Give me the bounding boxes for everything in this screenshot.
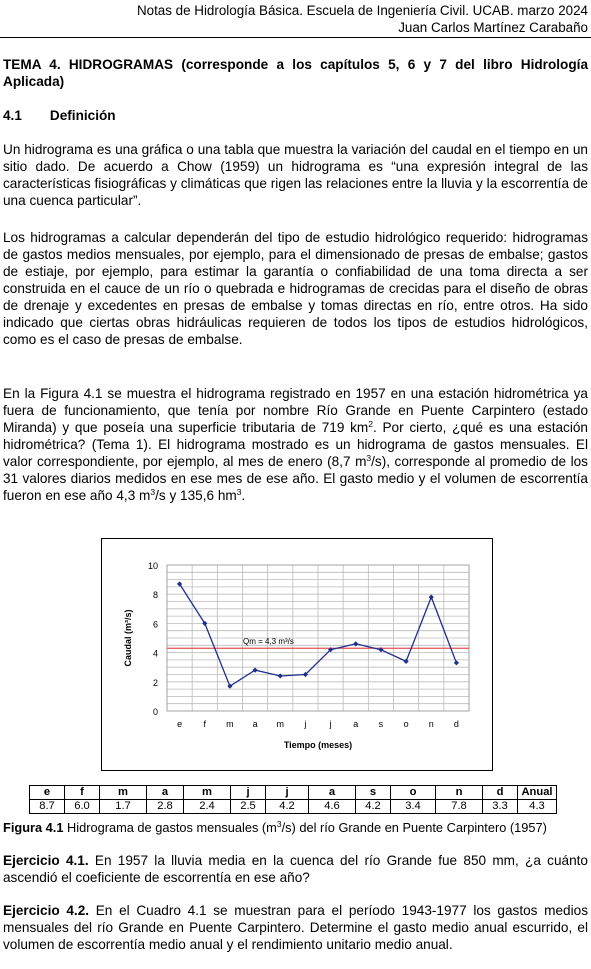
table-value-cell: 6.0 [65, 800, 100, 814]
table-value-cell: 4.3 [518, 800, 557, 814]
table-value-cell: 8.7 [30, 800, 65, 814]
table-header-row [30, 786, 557, 800]
section-title: Definición [49, 108, 116, 123]
x-tick-label: j [304, 719, 307, 729]
table-header-cell: j [266, 786, 309, 800]
x-axis-label: Tiempo (meses) [283, 740, 353, 750]
table-header-cell: e [30, 786, 65, 800]
x-tick-label: m [226, 719, 234, 729]
x-tick-label: m [276, 719, 284, 729]
y-tick-label: 6 [152, 619, 158, 630]
table-value-cell: 3.3 [483, 800, 518, 814]
table-value-cell: 2.8 [147, 800, 184, 814]
x-tick-label: e [177, 719, 183, 729]
table-value-cell: 2.5 [231, 800, 266, 814]
y-tick-label: 0 [152, 707, 158, 717]
table-header-cell: a [147, 786, 184, 800]
paragraph-3: En la Figura 4.1 se muestra el hidrograma registrado en 1957 en una estación hidrométrica ya fuera de funcionamiento, que tenía por nombre Río Grande en Puente Carpintero (estado Miranda) y que poseía una superficie tributaria de 719 $km^2$. Por cierto, ¿qué es una estación hidrométrica? (Tema 1). El hidrograma mostrado es un hidrograma de gastos mensuales. El valor correspondiente, por ejemplo, al mes de enero (8,7 $m^3/s$), corresponde al promedio de los 31 valores diarios medidos en ese mes de ese año. El gasto medio y el volumen de escorrentía fueron en ese año 4,3 $m^3/s$ y 135,6 $hm^3$. [3, 386, 588, 503]
table-header-cell: o [391, 786, 436, 800]
exercise-4-2-label: Ejercicio 4.2. [3, 903, 90, 918]
table-value-cell: 2.4 [184, 800, 231, 814]
y-tick-label: 8 [152, 590, 158, 601]
table-header-cell: j [231, 786, 266, 800]
section-number: 4.1 [3, 108, 22, 123]
chart-svg [102, 539, 492, 770]
table-value-cell: 7.8 [436, 800, 483, 814]
table-value-cell: 4.6 [309, 800, 356, 814]
y-tick-label: 10 [147, 561, 158, 571]
table-value-cell: 4.2 [356, 800, 391, 814]
caption-label: Figura 4.1 [3, 820, 64, 835]
chapter-title [3, 56, 588, 90]
x-tick-label: d [453, 719, 459, 729]
figure-caption: Figura 4.1 Hidrograma de gastos mensuales $(m^3/s)$ del río Grande en Puente Carpintero (1957) [3, 819, 547, 835]
header-line1: Notas de Hidrología Básica. Escuela de Ingeniería Civil. UCAB. marzo 2024 [136, 3, 588, 18]
exercise-4-1-label: Ejercicio 4.1. [3, 853, 89, 868]
y-axis-label: Caudal (m³/s) [123, 609, 133, 667]
mean-flow-label: Qm = 4,3 m³/s [243, 637, 294, 647]
chapter-title-text: TEMA 4. HIDROGRAMAS (corresponde a los capítulos 5, 6 y 7 del libro Hidrología Aplicada) [3, 57, 588, 89]
x-tick-label: f [203, 719, 207, 729]
table-header-cell: d [483, 786, 518, 800]
exercise-4-1: Ejercicio 4.1. En 1957 la lluvia media en la cuenca del río Grande fue 850 mm, ¿a cuánto ascendió el coeficiente de escorrentía en ese año? [3, 853, 588, 885]
paragraph-1: Un hidrograma es una gráfica o una tabla que muestra la variación del caudal en el tiempo en un sitio dado. De acuerdo a Chow (1959) un hidrograma es “una expresión integral de las características fisiográficas y climáticas que rigen las relaciones entre la lluvia y la escorrentía de una cuenca particular”. [3, 142, 588, 208]
data-point [454, 660, 459, 665]
table-value-cell: 3.4 [391, 800, 436, 814]
x-tick-label: j [329, 719, 332, 729]
x-tick-label: o [403, 719, 409, 729]
table-value-cell: 4.2 [266, 800, 309, 814]
exercise-4-2: Ejercicio 4.2. En el Cuadro 4.1 se muestran para el período 1943-1977 los gastos medios mensuales del río Grande en Puente Carpintero. Determine el gasto medio anual escurrido, el volumen de escorrentía medio anual y el rendimiento unitario medio anual. [3, 903, 588, 952]
x-tick-label: s [378, 719, 384, 729]
table-header-cell: m [100, 786, 147, 800]
table-header-cell: n [436, 786, 483, 800]
header-rule [0, 37, 591, 38]
x-tick-label: a [252, 719, 258, 729]
hydrograph-chart [101, 538, 493, 771]
table-header-cell: m [184, 786, 231, 800]
table-value-cell: 1.7 [100, 800, 147, 814]
table-header-cell: s [356, 786, 391, 800]
data-point [429, 595, 434, 600]
monthly-flow-table [29, 785, 557, 814]
table-header-cell: f [65, 786, 100, 800]
table-values-row [30, 800, 557, 814]
y-tick-label: 2 [152, 677, 158, 688]
y-tick-label: 4 [152, 648, 158, 659]
x-tick-label: a [353, 719, 359, 729]
section-heading [3, 107, 588, 124]
header-line2: Juan Carlos Martínez Carabaño [398, 20, 588, 35]
table-header-cell: a [309, 786, 356, 800]
x-tick-label: n [428, 719, 434, 729]
table-header-cell: Anual [518, 786, 557, 800]
paragraph-2: Los hidrogramas a calcular dependerán del tipo de estudio hidrológico requerido: hidrogramas de gastos medios mensuales, por ejemplo, para el dimensionado de presas de embalse; gastos de estiaje, por ejemplo, para estimar la garantía o confiabilidad de una toma directa a ser construida en el cauce de un río o quebrada e hidrogramas de crecidas para el diseño de obras de drenaje y excedentes en presas de embalse y tomas directas en río, entre otros. Ha sido indicado que ciertas obras hidráulicas requieren de todos los tipos de estudios hidrológicos, como es el caso de presas de embalse. [3, 230, 588, 347]
